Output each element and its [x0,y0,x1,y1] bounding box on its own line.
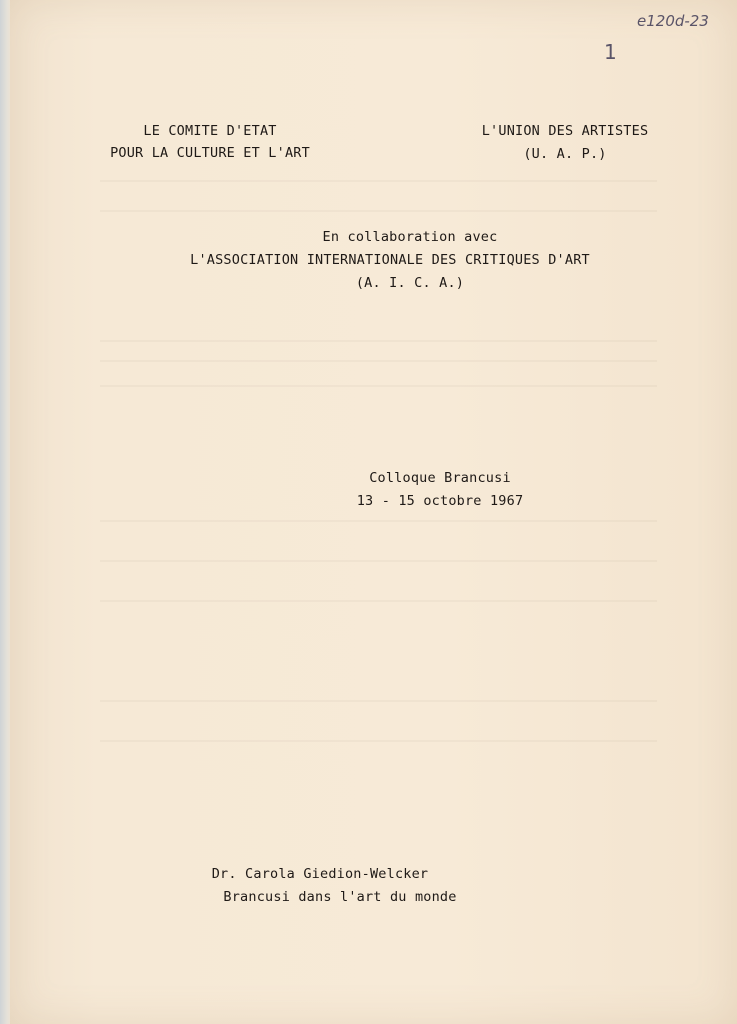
bleed-through-line [100,700,657,702]
event-title: Colloque Brancusi [369,470,511,486]
bleed-through-line [100,520,657,522]
bleed-through-line [100,385,657,387]
collaboration-line3: (A. I. C. A.) [355,275,465,291]
bleed-through-line [100,360,657,362]
header-left-line1: LE COMITE D'ETAT [143,123,277,139]
header-right-line1: L'UNION DES ARTISTES [481,123,649,139]
header-right-line2: (U. A. P.) [523,146,607,162]
bleed-through-line [100,600,657,602]
archive-reference: e120d-23 [637,12,709,30]
bleed-through-line [100,180,657,182]
talk-title: Brancusi dans l'art du monde [223,889,457,905]
page-number: 1 [604,40,617,64]
event-dates: 13 - 15 octobre 1967 [356,493,524,509]
author-name: Dr. Carola Giedion-Welcker [211,866,429,882]
bleed-through-line [100,210,657,212]
document-page [10,0,737,1024]
collaboration-line2: L'ASSOCIATION INTERNATIONALE DES CRITIQUES D'ART [190,252,590,268]
bleed-through-line [100,560,657,562]
header-left-line2: POUR LA CULTURE ET L'ART [110,145,310,161]
bleed-through-line [100,740,657,742]
collaboration-line1: En collaboration avec [322,229,498,245]
bleed-through-line [100,340,657,342]
